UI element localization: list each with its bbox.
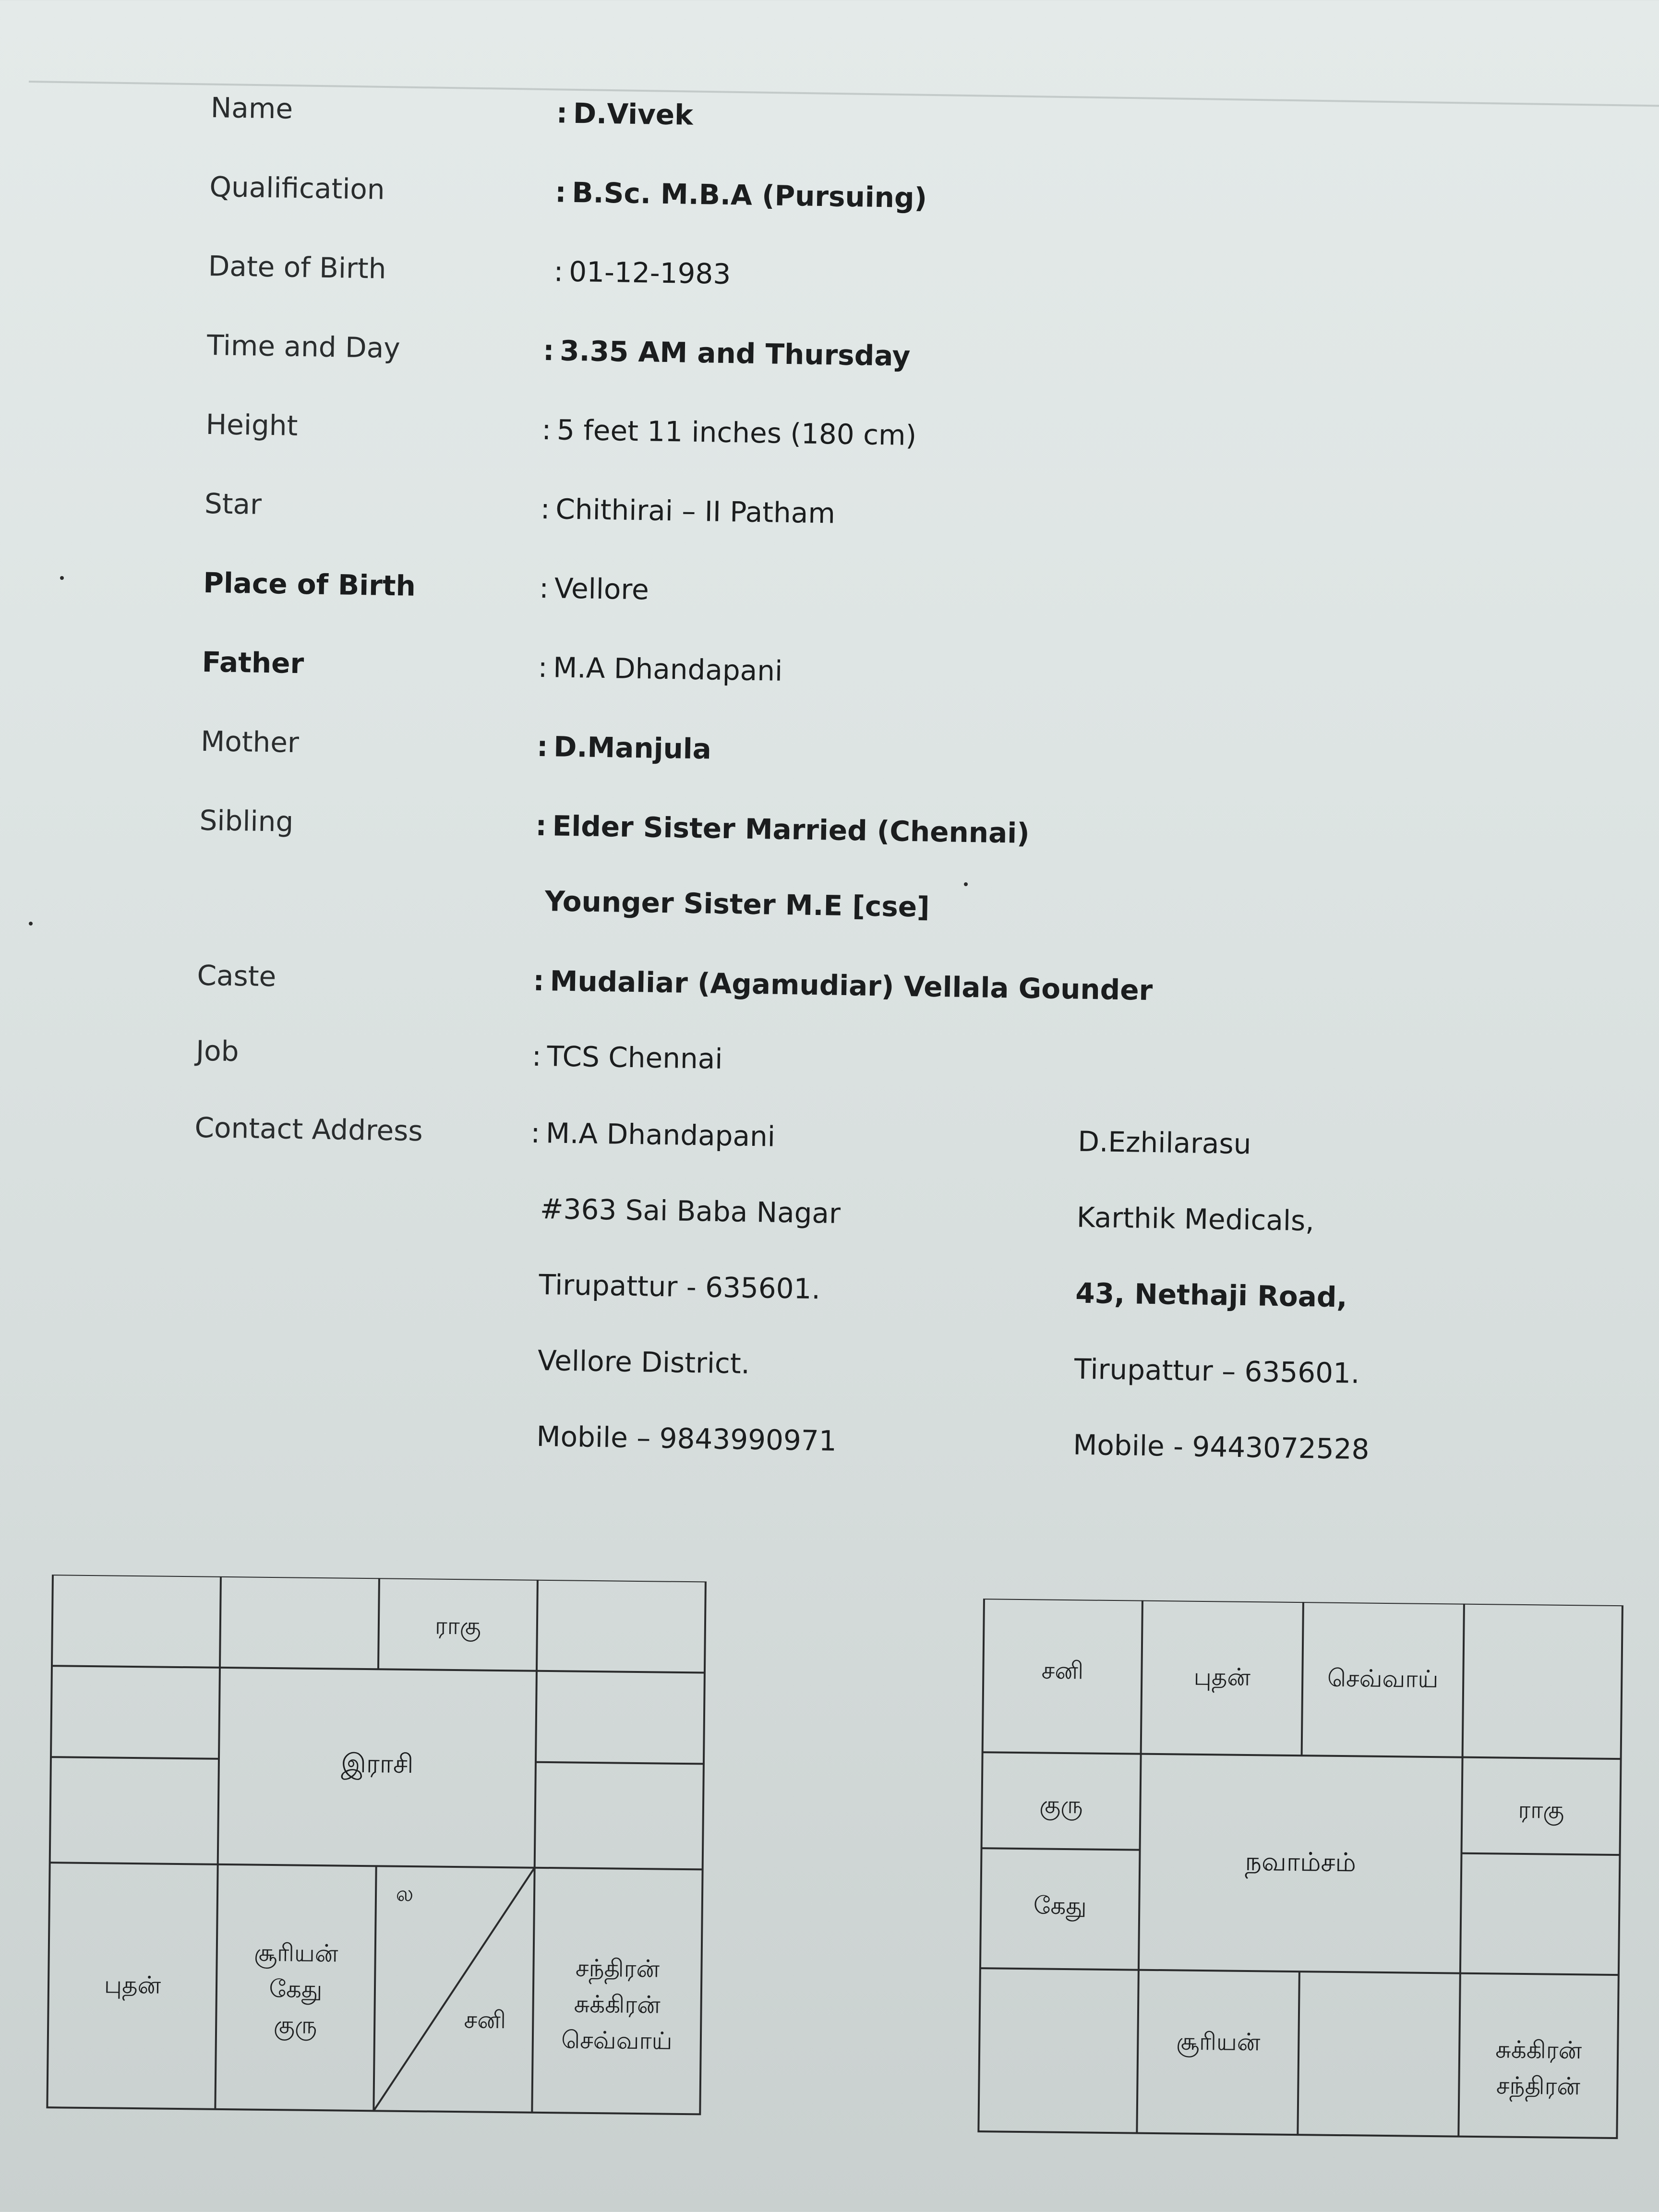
paper-speck: [60, 576, 64, 580]
contact-right-line-4: Tirupattur – 635601.: [1074, 1352, 1360, 1390]
rasi-cell-chandran: சந்திரன்: [575, 1954, 660, 1983]
label-caste: Caste: [197, 959, 276, 993]
row-height: [205, 408, 1550, 487]
value-job: : TCS Chennai: [531, 1039, 723, 1075]
label-dob: Date of Birth: [208, 249, 386, 285]
value-sibling-elder: : Elder Sister Married (Chennai): [535, 809, 1030, 850]
contact-right-line-5: Mobile - 9443072528: [1072, 1428, 1370, 1466]
value-name: : D.Vivek: [556, 96, 694, 132]
value-mother: : D.Manjula: [536, 730, 712, 766]
row-star: [204, 487, 1549, 566]
value-caste-text: Mudaliar (Agamudiar) Vellala Gounder: [550, 964, 1153, 1007]
navamsam-cell-kethu: கேது: [1033, 1891, 1087, 1920]
row-sibling-younger: [198, 879, 1543, 958]
navamsam-cell-surya: சூரியன்: [1176, 2027, 1261, 2056]
value-time-day: : 3.35 AM and Thursday: [542, 334, 911, 373]
rasi-cell-surya: சூரியன்: [253, 1938, 338, 1968]
row-qualification: [209, 170, 1554, 249]
contact-address-left: [525, 1117, 1011, 1489]
value-star: : Chithirai – II Patham: [540, 492, 836, 530]
contact-left-line-2: #363 Sai Baba Nagar: [540, 1192, 841, 1230]
value-caste: : Mudaliar (Agamudiar) Vellala Gounder: [532, 964, 1153, 1007]
navamsam-chart: [969, 1599, 1632, 2148]
label-height: Height: [205, 408, 298, 442]
paper-speck: [29, 922, 33, 926]
contact-address-right: [1072, 1125, 1510, 1497]
navamsam-cell-chandran: சந்திரன்: [1496, 2071, 1581, 2101]
label-time-day: Time and Day: [206, 328, 401, 365]
value-height: : 5 feet 11 inches (180 cm): [541, 413, 917, 452]
label-job: Job: [195, 1034, 240, 1068]
value-dob: : 01-12-1983: [553, 255, 731, 291]
contact-left-line-1: : M.A Dhandapani: [530, 1116, 776, 1153]
contact-left-line-3: Tirupattur - 635601.: [539, 1268, 821, 1306]
navamsam-cell-sevvai: செவ்வாய்: [1327, 1664, 1439, 1694]
contact-right-line-2: Karthik Medicals,: [1076, 1201, 1315, 1238]
label-place-of-birth: Place of Birth: [203, 566, 416, 602]
value-star-text: Chithirai – II Patham: [555, 493, 836, 530]
rasi-cell-sani: சனி: [464, 2006, 506, 2034]
value-father-text: M.A Dhandapani: [553, 651, 783, 687]
value-sibling-younger: Younger Sister M.E [cse]: [544, 885, 930, 924]
label-mother: Mother: [200, 724, 300, 759]
value-height-text: 5 feet 11 inches (180 cm): [556, 413, 917, 452]
value-time-day-text: 3.35 AM and Thursday: [559, 334, 911, 373]
profile-details: [189, 77, 1555, 1490]
value-dob-text: 01-12-1983: [568, 255, 731, 291]
value-father: : M.A Dhandapani: [538, 650, 783, 687]
value-job-text: TCS Chennai: [547, 1040, 723, 1075]
rasi-cell-lagnam: ல: [396, 1881, 414, 1907]
contact-right-line-1: D.Ezhilarasu: [1077, 1125, 1251, 1161]
navamsam-cell-budhan: புதன்: [1193, 1662, 1251, 1692]
row-sibling: [199, 804, 1544, 883]
contact-left-line-4: Vellore District.: [537, 1344, 750, 1380]
value-sibling-elder-text: Elder Sister Married (Chennai): [552, 809, 1030, 850]
row-job: [195, 1034, 1540, 1113]
rasi-cell-sukkiran: சுக்கிரன்: [574, 1990, 661, 2019]
row-name: [210, 91, 1555, 170]
label-father: Father: [202, 645, 304, 680]
contact-left-line-1-text: M.A Dhandapani: [545, 1117, 776, 1153]
label-qualification: Qualification: [209, 170, 385, 206]
row-caste: [196, 959, 1541, 1038]
row-time-day: [206, 329, 1551, 408]
rasi-cell-budhan: புதன்: [104, 1971, 161, 1999]
label-contact-address: Contact Address: [194, 1111, 423, 1148]
rasi-chart: [37, 1575, 715, 2124]
rasi-cell-guru: குரு: [273, 2011, 317, 2040]
value-qualification-text: B.Sc. M.B.A (Pursuing): [571, 176, 927, 215]
label-star: Star: [204, 487, 262, 521]
row-mother: [200, 725, 1545, 804]
value-name-text: D.Vivek: [573, 96, 694, 132]
rasi-cell-sevvai: செவ்வாய்: [561, 2026, 673, 2055]
label-name: Name: [210, 91, 293, 125]
row-dob: [207, 250, 1552, 328]
label-sibling: Sibling: [199, 804, 294, 838]
row-father: [202, 646, 1547, 724]
contact-left-line-5: Mobile – 9843990971: [536, 1419, 837, 1457]
value-place-of-birth: : Vellore: [539, 571, 649, 606]
value-place-of-birth-text: Vellore: [554, 572, 649, 606]
rasi-cell-rahu: ராகு: [434, 1611, 481, 1640]
navamsam-cell-sani: சனி: [1041, 1656, 1084, 1685]
value-qualification: : B.Sc. M.B.A (Pursuing): [554, 176, 927, 215]
contact-right-line-3: 43, Nethaji Road,: [1075, 1276, 1348, 1314]
navamsam-cell-rahu: ராகு: [1518, 1795, 1564, 1824]
rasi-cell-kethu: கேது: [269, 1974, 323, 2004]
navamsam-cell-sukkiran: சுக்கிரன்: [1495, 2035, 1582, 2065]
rasi-center-label: இராசி: [341, 1748, 414, 1779]
value-mother-text: D.Manjula: [553, 730, 712, 766]
navamsam-center-label: நவாம்சம்: [1245, 1846, 1357, 1878]
navamsam-cell-guru: குரு: [1039, 1791, 1083, 1819]
paper-speck: [964, 882, 968, 886]
row-place-of-birth: [203, 566, 1548, 645]
